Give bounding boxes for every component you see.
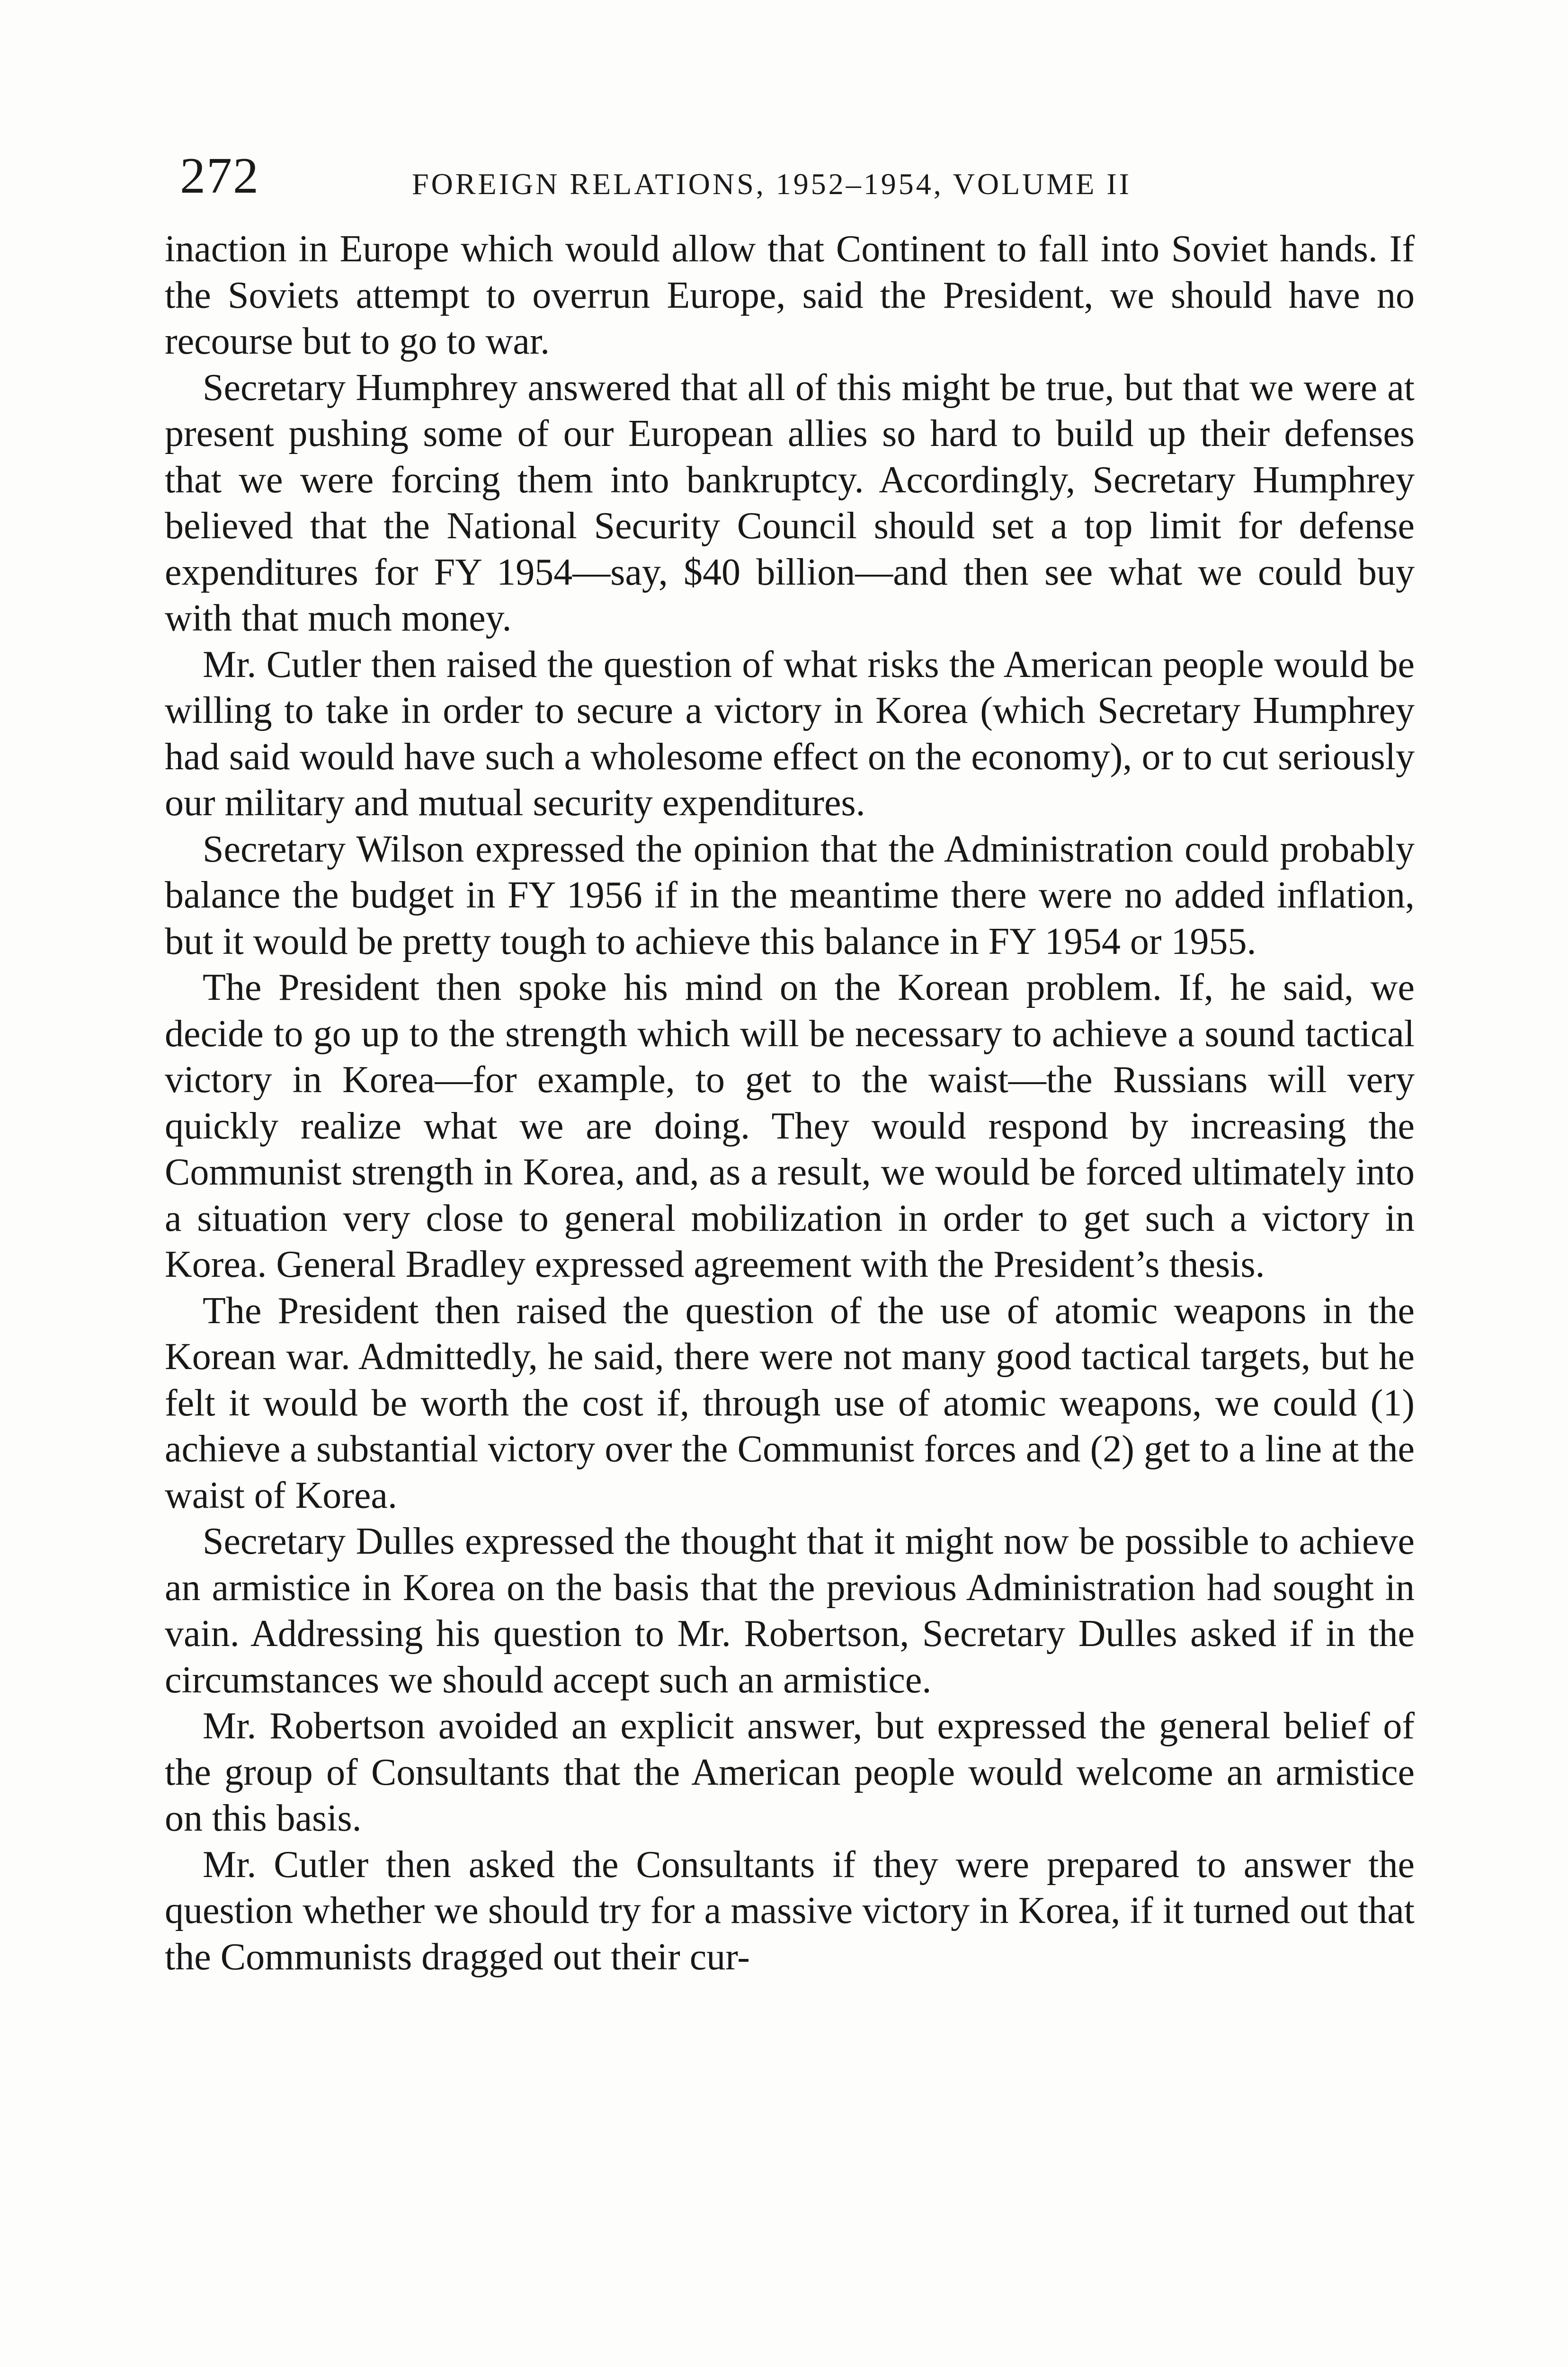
- paragraph: Secretary Dulles expressed the thought that it might now be possible to achieve an armistice in Korea on the basis that the previous Administration had sought in vain. Addressing his question to Mr. Robertson, Secretary Dulles asked if in the circumstances we should accept such an armistice.: [165, 1521, 1415, 1701]
- page-number: 272: [180, 148, 259, 204]
- paragraph: Mr. Cutler then raised the question of what risks the American people would be willing to take in order to secure a victory in Korea (which Secretary Humphrey had said would have such a wholesome effect on the economy), or to cut seriously our military and mutual security expenditures.: [165, 643, 1415, 824]
- body-text: [165, 226, 1415, 1980]
- paragraph: Secretary Wilson expressed the opinion that the Administration could probably balance the budget in FY 1956 if in the meantime there were no added inflation, but it would be pretty tough to achieve this balance in FY 1954 or 1955.: [165, 828, 1415, 962]
- running-title: FOREIGN RELATIONS, 1952–1954, VOLUME II: [412, 167, 1131, 201]
- paragraph: Secretary Humphrey answered that all of this might be true, but that we were at present pushing some of our European allies so hard to build up their defenses that we were forcing them into bankruptcy. Accordingly, Secretary Humphrey believed that the National Security Council should set a top limit for defense expenditures for FY 1954—say, $40 billion—and then see what we could buy with that much money.: [165, 366, 1415, 639]
- paragraph: The President then raised the question of the use of atomic weapons in the Korean war. Admittedly, he said, there were not many good tactical targets, but he felt it would be worth the cost if, through use of atomic weapons, we could (1) achieve a substantial victory over the Communist forces and (2) get to a line at the waist of Korea.: [165, 1290, 1415, 1516]
- paragraph: inaction in Europe which would allow that Continent to fall into Soviet hands. If the Soviets attempt to overrun Europe, said the President, we should have no recourse but to go to war.: [165, 228, 1415, 362]
- paragraph: Mr. Cutler then asked the Consultants if they were prepared to answer the question whether we should try for a massive victory in Korea, if it turned out that the Communists dragged out their cur-: [165, 1843, 1415, 1978]
- paragraph: Mr. Robertson avoided an explicit answer, but expressed the general belief of the group of Consultants that the American people would welcome an armistice on this basis.: [165, 1705, 1415, 1839]
- page-header: [180, 137, 1430, 213]
- paragraph: The President then spoke his mind on the Korean problem. If, he said, we decide to go up to the strength which will be necessary to achieve a sound tactical victory in Korea—for example, to get to the waist—the Russians will very quickly realize what we are doing. They would respond by increasing the Communist strength in Korea, and, as a result, we would be forced ultimately into a situation very close to general mobilization in order to get such a victory in Korea. General Bradley expressed agreement with the President’s thesis.: [165, 967, 1415, 1285]
